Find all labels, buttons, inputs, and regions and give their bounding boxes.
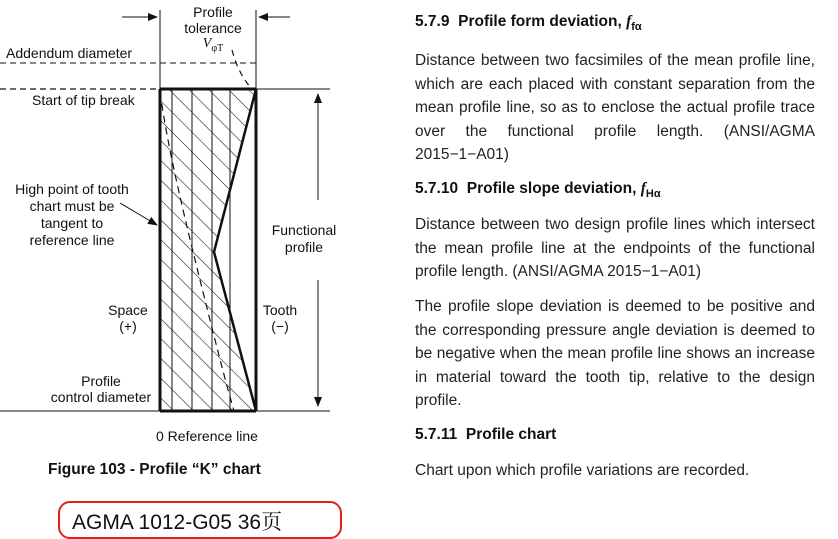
profile-tolerance-label: Profile tolerance $V_{\varphi T}$	[184, 4, 242, 54]
section-paragraph: Chart upon which profile variations are recorded.	[415, 462, 750, 479]
tooth-label: Tooth (−)	[262, 302, 298, 334]
addendum-diameter-label: Addendum diameter	[6, 45, 133, 61]
high-point-label: High point of tooth chart must be tangent to reference line	[15, 181, 129, 248]
space-label: Space (+)	[108, 302, 148, 334]
section-heading-5-7-9: 5.7.9 Profile form deviation, $f_{f\alpha}$	[415, 13, 642, 34]
page-stamp-text: AGMA 1012-G05 36页	[72, 511, 283, 534]
section-paragraph: The profile slope deviation is deemed to be positive and the corresponding pressure angle deviation is deemed to be negative when the mean profile line shows an increase in material toward the tooth tip, relative to the design profile.	[415, 298, 815, 409]
profile-k-chart-figure	[0, 0, 400, 538]
reference-line-label: 0 Reference line	[156, 428, 258, 444]
section-paragraph: Distance between two facsimiles of the mean profile line, which are each placed with constant separation from the mean profile line, so as to enclose the actual profile trace over the functional profile length. (ANSI/AGMA 2015−1−A01)	[415, 52, 815, 163]
figure-caption: Figure 103 - Profile “K” chart	[48, 461, 261, 478]
profile-control-diameter-label: Profile control diameter	[50, 373, 152, 405]
functional-profile-label: Functional profile	[271, 222, 337, 255]
hatched-space-area	[160, 89, 256, 411]
section-heading-5-7-11: 5.7.11 Profile chart	[415, 426, 557, 443]
section-paragraph: Distance between two design profile lines which intersect the mean profile line at the endpoints of the functional profile length. (ANSI/AGMA 2015−1−A01)	[415, 216, 815, 280]
start-of-tip-break-label: Start of tip break	[32, 92, 135, 108]
section-heading-5-7-10: 5.7.10 Profile slope deviation, $f_{H\alpha}$	[415, 180, 661, 201]
